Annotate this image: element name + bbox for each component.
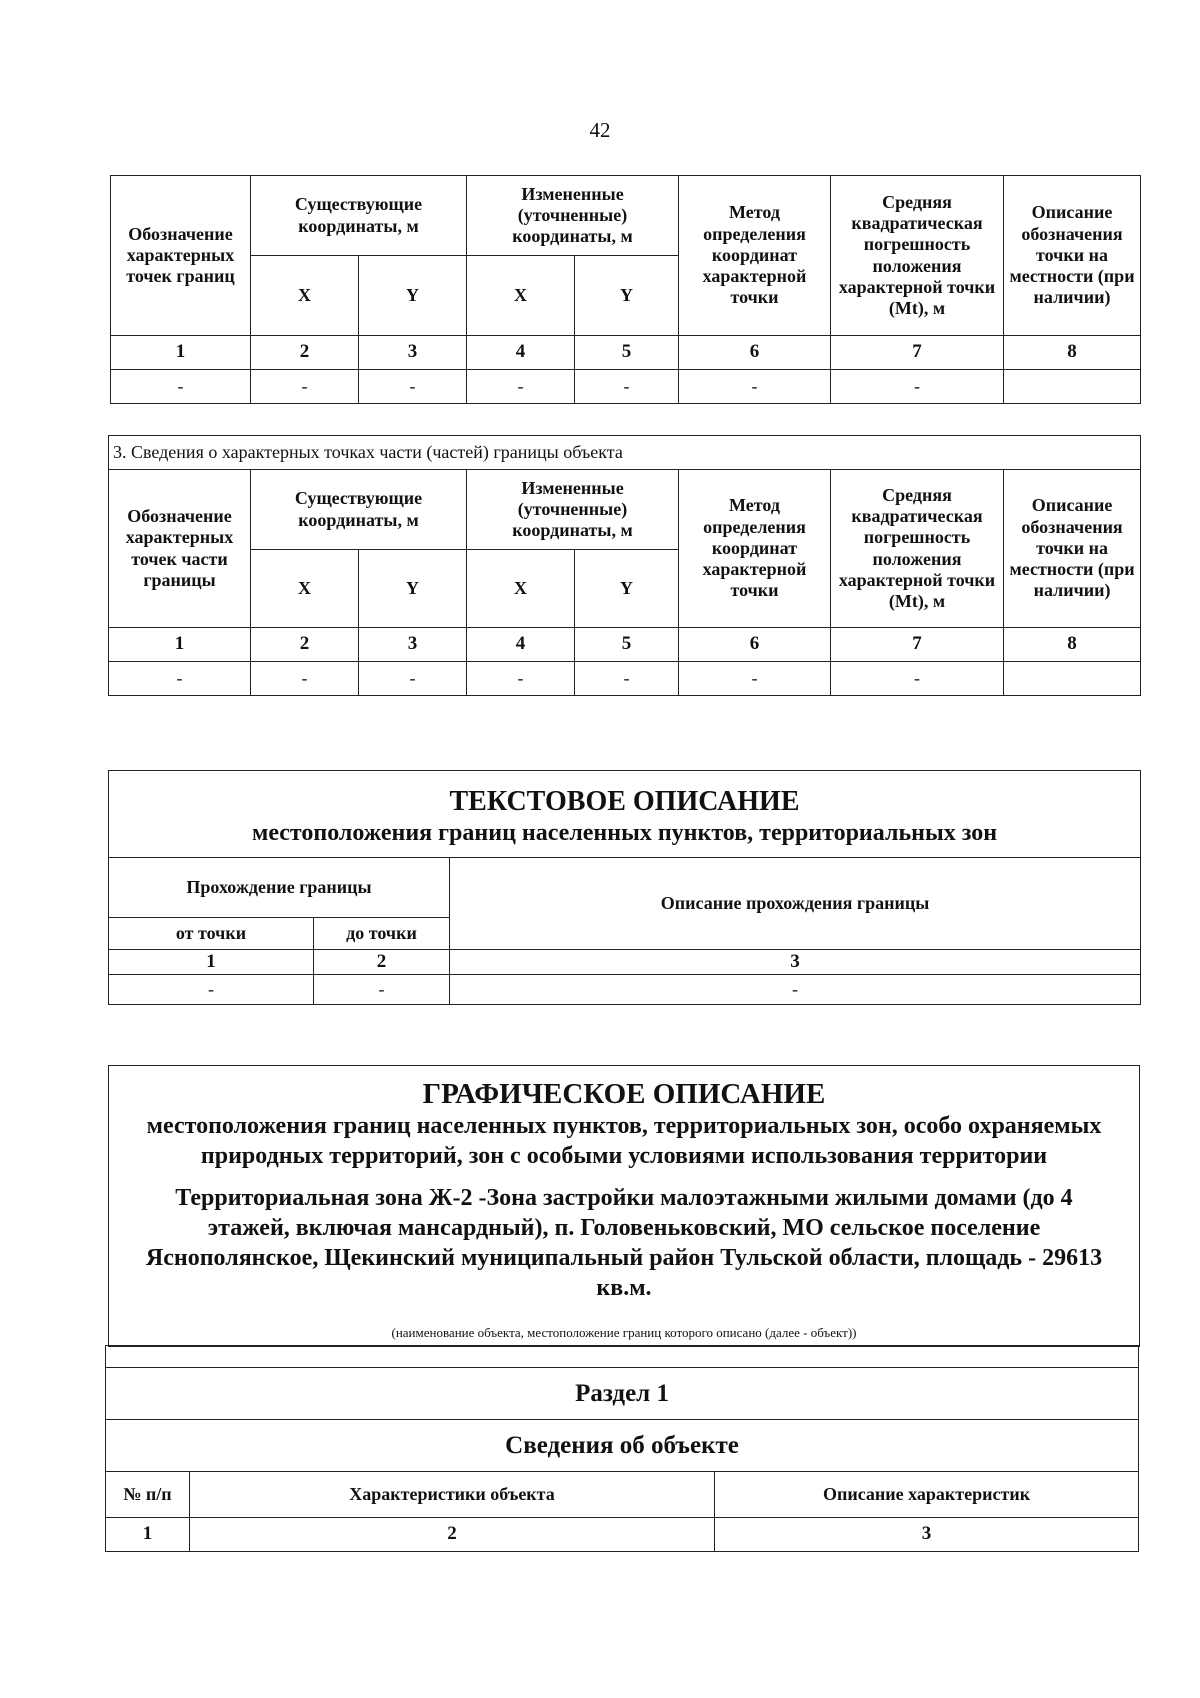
column-number: 2 bbox=[190, 1518, 715, 1552]
column-number: 2 bbox=[314, 950, 450, 975]
table-cell: - bbox=[679, 662, 831, 696]
graphic-description-box bbox=[108, 1065, 1140, 1347]
object-name-note: (наименование объекта, местоположение границ которого описано (далее - объект)) bbox=[391, 1325, 857, 1340]
header-y: Y bbox=[359, 256, 467, 336]
table-cell: - bbox=[251, 662, 359, 696]
table-cell: - bbox=[467, 662, 575, 696]
column-number: 3 bbox=[359, 628, 467, 662]
text-description-table bbox=[108, 770, 1141, 1005]
table-cell: - bbox=[109, 662, 251, 696]
graphic-description-subtitle: местоположения границ населенных пунктов, территориальных зон, особо охраняемых природных территорий, зон с особыми условиями использования территории bbox=[146, 1113, 1102, 1170]
text-description-subtitle: местоположения границ населенных пунктов, территориальных зон bbox=[251, 819, 998, 846]
column-number: 1 bbox=[111, 336, 251, 370]
table-cell: - bbox=[575, 662, 679, 696]
column-number: 3 bbox=[450, 950, 1141, 975]
header-to-point: до точки bbox=[314, 918, 450, 950]
section-title: 3. Сведения о характерных точках части (частей) границы объекта bbox=[109, 436, 1141, 470]
table-cell: - bbox=[575, 370, 679, 404]
header-point-designation: Обозначение характерных точек части границы bbox=[109, 470, 251, 628]
header-x: X bbox=[467, 550, 575, 628]
table-cell: - bbox=[359, 370, 467, 404]
table-row bbox=[109, 975, 1141, 1005]
header-rms-error: Средняя квадратическая погрешность положения характерной точки (Mt), м bbox=[831, 470, 1004, 628]
text-description-title: ТЕКСТОВОЕ ОПИСАНИЕ bbox=[449, 786, 800, 817]
column-number: 3 bbox=[715, 1518, 1139, 1552]
table-cell: - bbox=[109, 975, 314, 1005]
column-number: 1 bbox=[106, 1518, 190, 1552]
header-changed-coords: Измененные (уточненные) координаты, м bbox=[467, 176, 679, 256]
column-numbers-row bbox=[111, 336, 1141, 370]
column-number: 7 bbox=[831, 628, 1004, 662]
column-number: 8 bbox=[1004, 336, 1141, 370]
table-row bbox=[109, 662, 1141, 696]
header-characteristics: Характеристики объекта bbox=[190, 1472, 715, 1518]
header-description: Описание обозначения точки на местности (при наличии) bbox=[1004, 470, 1141, 628]
header-characteristics-description: Описание характеристик bbox=[715, 1472, 1139, 1518]
header-y: Y bbox=[359, 550, 467, 628]
header-rms-error: Средняя квадратическая погрешность положения характерной точки (Mt), м bbox=[831, 176, 1004, 336]
table-cell: - bbox=[359, 662, 467, 696]
header-y: Y bbox=[575, 256, 679, 336]
header-description: Описание обозначения точки на местности (при наличии) bbox=[1004, 176, 1141, 336]
column-number: 7 bbox=[831, 336, 1004, 370]
column-number: 6 bbox=[679, 336, 831, 370]
header-x: X bbox=[251, 256, 359, 336]
boundary-points-table bbox=[110, 175, 1141, 404]
header-y: Y bbox=[575, 550, 679, 628]
header-x: X bbox=[251, 550, 359, 628]
header-existing-coords: Существующие координаты, м bbox=[251, 176, 467, 256]
table-cell: - bbox=[831, 370, 1004, 404]
header-from-point: от точки bbox=[109, 918, 314, 950]
graphic-description-title: ГРАФИЧЕСКОЕ ОПИСАНИЕ bbox=[422, 1078, 826, 1110]
table-cell: - bbox=[679, 370, 831, 404]
column-numbers-row bbox=[109, 950, 1141, 975]
column-number: 5 bbox=[575, 628, 679, 662]
table-cell: - bbox=[831, 662, 1004, 696]
header-method: Метод определения координат характерной точки bbox=[679, 176, 831, 336]
page-number: 42 bbox=[589, 118, 611, 142]
section-subtitle: Сведения об объекте bbox=[106, 1420, 1139, 1472]
column-number: 4 bbox=[467, 628, 575, 662]
header-passage: Прохождение границы bbox=[109, 858, 450, 918]
column-number: 1 bbox=[109, 628, 251, 662]
table-cell bbox=[1004, 662, 1141, 696]
table-cell bbox=[1004, 370, 1141, 404]
section-title: Раздел 1 bbox=[106, 1368, 1139, 1420]
table-cell: - bbox=[314, 975, 450, 1005]
header-method: Метод определения координат характерной точки bbox=[679, 470, 831, 628]
object-name: Территориальная зона Ж-2 -Зона застройки малоэтажными жилыми домами (до 4 этажей, включая мансардный), п. Головеньковский, МО сельское поселение Яснополянское, Щекинский муниципальный район Тульской области, площадь - 29613 кв.м. bbox=[145, 1185, 1103, 1302]
table-cell: - bbox=[111, 370, 251, 404]
header-existing-coords: Существующие координаты, м bbox=[251, 470, 467, 550]
table-row bbox=[111, 370, 1141, 404]
header-number: № п/п bbox=[106, 1472, 190, 1518]
header-point-designation: Обозначение характерных точек границ bbox=[111, 176, 251, 336]
column-numbers-row bbox=[106, 1518, 1139, 1552]
column-number: 1 bbox=[109, 950, 314, 975]
section1-table bbox=[105, 1345, 1139, 1552]
column-number: 2 bbox=[251, 336, 359, 370]
column-number: 4 bbox=[467, 336, 575, 370]
column-numbers-row bbox=[109, 628, 1141, 662]
table-cell: - bbox=[467, 370, 575, 404]
column-number: 8 bbox=[1004, 628, 1141, 662]
column-number: 6 bbox=[679, 628, 831, 662]
header-x: X bbox=[467, 256, 575, 336]
column-number: 3 bbox=[359, 336, 467, 370]
table-cell: - bbox=[450, 975, 1141, 1005]
header-passage-description: Описание прохождения границы bbox=[450, 858, 1141, 950]
header-changed-coords: Измененные (уточненные) координаты, м bbox=[467, 470, 679, 550]
column-number: 2 bbox=[251, 628, 359, 662]
spacer-row bbox=[106, 1346, 1139, 1368]
table-cell: - bbox=[251, 370, 359, 404]
column-number: 5 bbox=[575, 336, 679, 370]
boundary-parts-table bbox=[108, 435, 1141, 696]
